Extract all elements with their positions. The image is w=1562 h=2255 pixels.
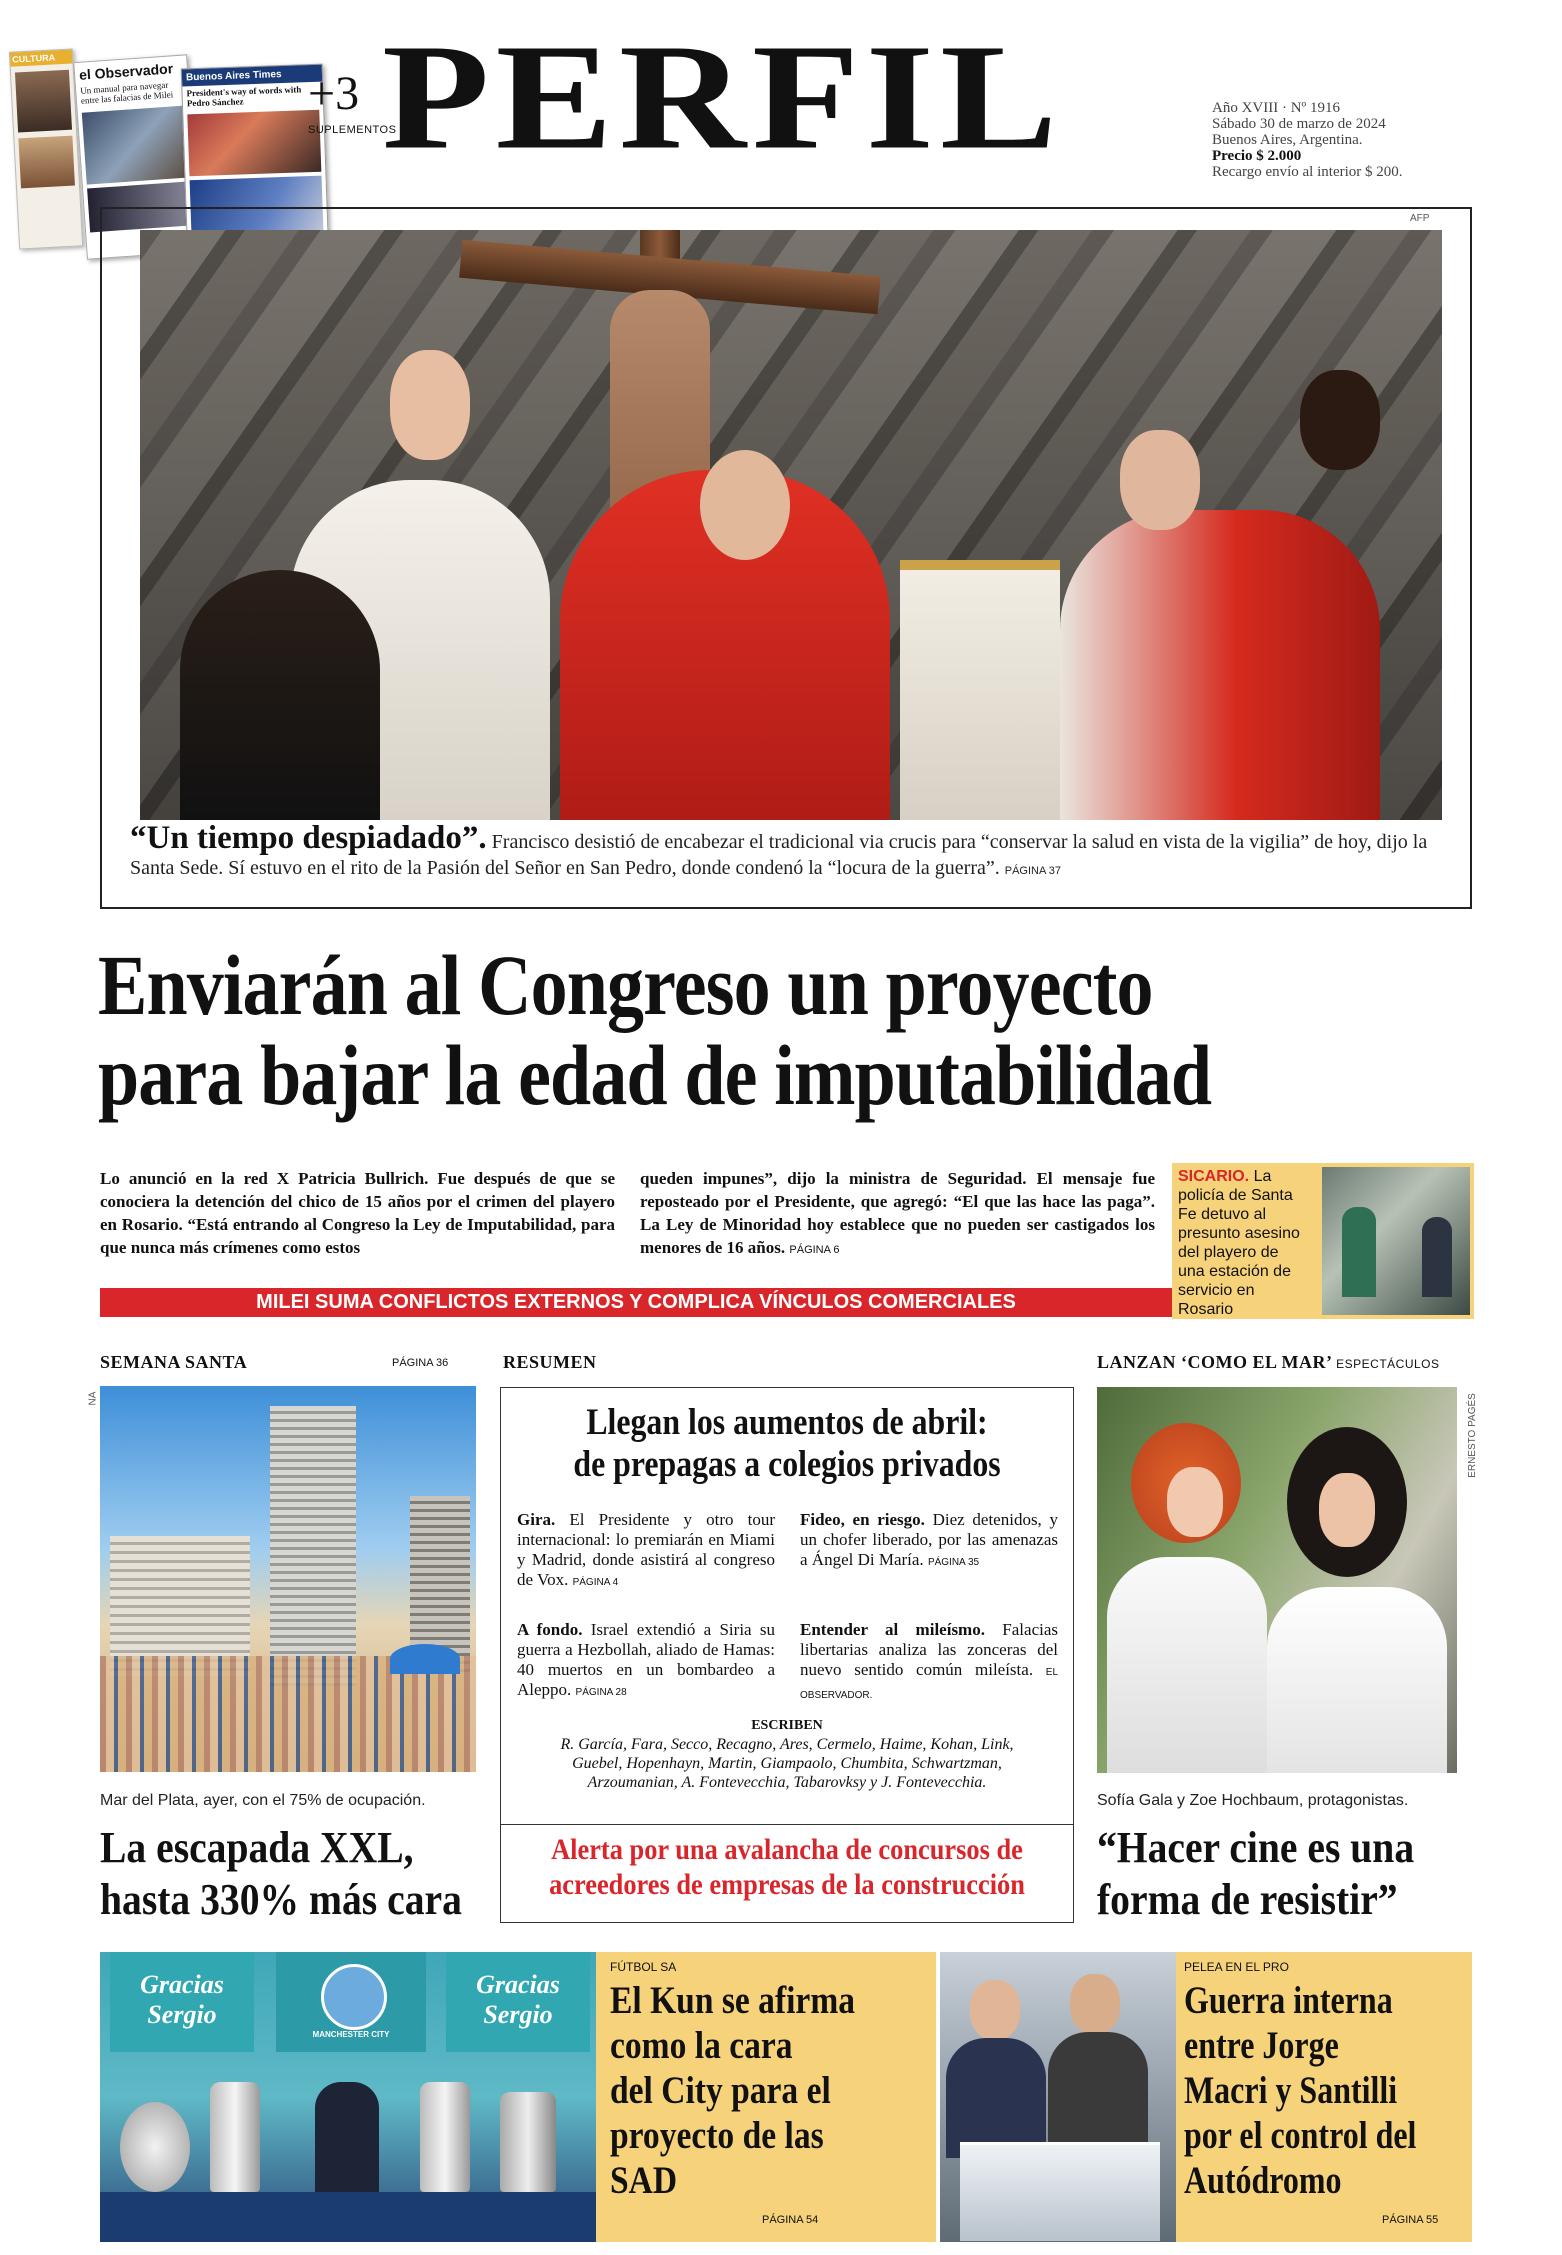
issue-city: Buenos Aires, Argentina. xyxy=(1212,132,1363,148)
resumen-alert-line2: acreedores de empresas de la construcción xyxy=(549,1868,1025,1901)
priest-left-head xyxy=(390,350,470,460)
supplement-el-observador-photo xyxy=(82,105,191,184)
macri-head xyxy=(970,1980,1020,2040)
resumen-item-text: El Presidente y otro tour internacional: lo premiarán en Miami y Madrid, donde asistirá al congreso de Vox. xyxy=(517,1510,775,1589)
resumen-item-text: Diez detenidos, y un chofer liberado, por las amenazas a Ángel Di María. xyxy=(800,1510,1058,1569)
resumen-headline[interactable] xyxy=(500,1402,1074,1486)
espectaculos-section-title: LANZAN ‘COMO EL MAR’ xyxy=(1097,1352,1332,1372)
resumen-writers: R. García, Fara, Secco, Recagno, Ares, Cermelo, Haime, Kohan, Link, Guebel, Hopenhayn, Martin, Giampaolo, Chumbita, Schwartzman, Arzoumanian, A. Fontevecchia, Tabarovksy y J. Fontevecchia. xyxy=(560,1736,1014,1791)
sicario-photo-figure xyxy=(1342,1207,1376,1297)
resumen-alert-rule xyxy=(500,1824,1074,1825)
resumen-item-page: PÁGINA 35 xyxy=(927,1557,980,1568)
main-headline-line2: para bajar la edad de imputabilidad xyxy=(98,1027,1212,1123)
pelea-headline-line: Autódromo xyxy=(1184,2159,1342,2202)
resumen-item-lead: Gira. xyxy=(517,1510,556,1529)
main-headline xyxy=(98,937,1498,1123)
supplement-el-observador-headline: Un manual para navegar entre las falacias de Milei xyxy=(79,79,174,106)
sicario-box[interactable] xyxy=(1172,1163,1474,1319)
semana-santa-photo[interactable] xyxy=(100,1386,476,1772)
supplement-el-observador-name: el Observador xyxy=(78,60,174,83)
supplements-count: +3 xyxy=(308,67,360,120)
sicario-text xyxy=(1178,1167,1308,1319)
futbol-headline-line: del City para el xyxy=(610,2069,831,2112)
sofia-face xyxy=(1167,1467,1223,1537)
sicario-photo-figure-2 xyxy=(1422,1217,1452,1297)
sicario-body: La policía de Santa Fe detuvo al presunto asesino del playero de una estación de servicio en Rosario xyxy=(1178,1168,1300,1318)
chair-gold xyxy=(900,560,1060,820)
resumen-item-lead: Fideo, en riesgo. xyxy=(800,1510,925,1529)
espectaculos-credit: ERNESTO PAGÉS xyxy=(1466,1393,1478,1478)
resumen-headline-line1: Llegan los aumentos de abril: xyxy=(586,1402,988,1443)
espectaculos-subsection: ESPECTÁCULOS xyxy=(1336,1357,1440,1371)
semana-santa-credit: NA xyxy=(87,1391,99,1406)
main-body-col2-text: queden impunes”, dijo la ministra de Seguridad. El mensaje fue reposteado por el Presidente, que agregó: “El que las hace las paga”. La Ley de Minoridad hoy establece que no pueden ser castigados los menores de 16 años. xyxy=(640,1169,1155,1257)
priest-right xyxy=(1060,510,1380,820)
resumen-section: RESUMEN xyxy=(503,1352,597,1372)
futbol-page: PÁGINA 54 xyxy=(762,2214,819,2226)
sicario-photo[interactable] xyxy=(1322,1167,1470,1315)
sicario-label: SICARIO. xyxy=(1178,1168,1250,1185)
resumen-alert-line1: Alerta por una avalancha de concursos de xyxy=(551,1833,1023,1866)
issue-date: Sábado 30 de marzo de 2024 xyxy=(1212,116,1386,132)
beach-umbrella xyxy=(390,1644,460,1674)
pelea-headline-line: Guerra interna xyxy=(1184,1979,1393,2022)
lead-caption-text: Francisco desistió de encabezar el tradicional via crucis para “conservar la salud en vista de la vigilia” de hoy, dijo la Santa Sede. Sí estuvo en el rito de la Pasión del Señor en San Pedro, donde condenó la “locura de la guerra”. xyxy=(130,831,1428,879)
pelea-page: PÁGINA 55 xyxy=(1382,2214,1439,2226)
semana-santa-page: PÁGINA 36 xyxy=(392,1357,449,1369)
espectaculos-headline[interactable] xyxy=(1097,1822,1449,1926)
supplement-cultura-photo-2 xyxy=(18,136,75,189)
supplements-label: SUPLEMENTOS xyxy=(308,124,397,136)
resumen-alert[interactable] xyxy=(500,1832,1074,1902)
lead-caption-page: PÁGINA 37 xyxy=(1004,865,1062,877)
resumen-writers-label: ESCRIBEN xyxy=(751,1718,823,1733)
espectaculos-headline-line2: forma de resistir” xyxy=(1097,1875,1398,1924)
resumen-item-page: EL OBSERVADOR. xyxy=(800,1667,1059,1701)
main-headline-line1: Enviarán al Congreso un proyecto xyxy=(98,937,1153,1033)
santilli-head xyxy=(1070,1974,1120,2034)
trophy-1 xyxy=(120,2102,190,2192)
zoe-face xyxy=(1319,1473,1375,1547)
pelea-section: PELEA EN EL PRO xyxy=(1184,1960,1289,1974)
semana-santa-caption: Mar del Plata, ayer, con el 75% de ocupación. xyxy=(100,1792,426,1809)
supplement-cultura[interactable] xyxy=(9,48,83,249)
guard-foreground xyxy=(180,570,380,820)
city-crest xyxy=(321,1964,387,2030)
resumen-headline-line2: de prepagas a colegios privados xyxy=(573,1444,1001,1485)
supplement-cultura-photo xyxy=(15,70,72,133)
masthead-title: PERFIL xyxy=(382,13,1064,182)
resumen-item-mileismo[interactable] xyxy=(800,1620,1058,1706)
futbol-banner-2-text: MANCHESTER CITY xyxy=(312,2030,390,2039)
futbol-banner-1-text: Gracias Sergio xyxy=(140,1970,224,2029)
futbol-section: FÚTBOL SA xyxy=(610,1960,677,1974)
espectaculos-caption: Sofía Gala y Zoe Hochbaum, protagonistas. xyxy=(1097,1792,1409,1809)
resumen-item-fideo[interactable] xyxy=(800,1510,1058,1573)
zoe-shirt xyxy=(1267,1587,1447,1773)
main-body-col2 xyxy=(640,1167,1155,1262)
semana-santa-headline[interactable] xyxy=(100,1822,502,1926)
pelea-box[interactable] xyxy=(1176,1952,1472,2242)
lead-photo-credit: AFP xyxy=(1410,213,1430,224)
issue-surcharge: Recargo envío al interior $ 200. xyxy=(1212,164,1403,180)
trophy-2 xyxy=(210,2082,260,2192)
resumen-item-gira[interactable] xyxy=(517,1510,775,1593)
pope-head xyxy=(700,450,790,560)
main-story-banner: MILEI SUMA CONFLICTOS EXTERNOS Y COMPLICA VÍNCULOS COMERCIALES xyxy=(100,1288,1172,1317)
espectaculos-section xyxy=(1097,1352,1440,1373)
resumen-item-lead: A fondo. xyxy=(517,1620,583,1639)
trophy-3 xyxy=(420,2082,470,2192)
futbol-headline-line: proyecto de las xyxy=(610,2114,824,2157)
main-story-page: PÁGINA 6 xyxy=(789,1244,840,1256)
autodromo-model xyxy=(960,2142,1160,2241)
resumen-item-lead: Entender al mileísmo. xyxy=(800,1620,985,1639)
futbol-box[interactable] xyxy=(596,1952,936,2242)
futbol-headline-line: El Kun se afirma xyxy=(610,1979,856,2022)
resumen-item-text: Israel extendió a Siria su guerra a Hezbollah, aliado de Hamas: 40 muertos en un bombardeo a Aleppo. xyxy=(517,1620,776,1699)
futbol-banner-3-text: Gracias Sergio xyxy=(476,1970,560,2029)
futbol-photo[interactable] xyxy=(100,1952,596,2242)
pelea-headline xyxy=(1184,1978,1467,2203)
supplement-cultura-tab: CULTURA xyxy=(10,50,73,67)
issue-price: Precio $ 2.000 xyxy=(1212,148,1302,164)
pelea-headline-line: por el control del xyxy=(1184,2114,1417,2157)
tower-building xyxy=(270,1406,356,1686)
futbol-headline-line: SAD xyxy=(610,2159,678,2202)
semana-santa-section: SEMANA SANTA xyxy=(100,1352,248,1372)
sofia-dress xyxy=(1107,1557,1267,1773)
supplement-bat-name: Buenos Aires Times xyxy=(182,65,323,87)
semana-santa-headline-line1: La escapada XXL, xyxy=(100,1823,414,1872)
masthead-info xyxy=(1212,100,1403,180)
issue-number: Año XVIII · Nº 1916 xyxy=(1212,100,1340,116)
pelea-photo[interactable] xyxy=(940,1952,1176,2242)
resumen-item-text: Falacias libertarias analiza las zonceras del nuevo sentido común mileísta. xyxy=(800,1620,1058,1679)
supplement-bat-photo xyxy=(187,110,321,177)
pelea-headline-line: Macri y Santilli xyxy=(1184,2069,1398,2112)
espectaculos-photo[interactable] xyxy=(1097,1387,1457,1773)
santilli-body xyxy=(1048,2032,1148,2152)
resumen-item-page: PÁGINA 4 xyxy=(572,1577,619,1588)
lead-photo-caption xyxy=(130,820,1450,884)
semana-santa-headline-line2: hasta 330% más cara xyxy=(100,1875,462,1924)
futbol-banner-2 xyxy=(276,1952,426,2052)
trophy-4 xyxy=(500,2092,556,2192)
resumen-item-a-fondo[interactable] xyxy=(517,1620,775,1703)
main-body-col1: Lo anunció en la red X Patricia Bullrich. Fue después de que se conociera la detención del chico de 15 años por el crimen del playero en Rosario. “Está entrando al Congreso la Ley de Imputabilidad, para que nunca más crímenes como estos xyxy=(100,1169,615,1257)
resumen-item-page: PÁGINA 28 xyxy=(575,1687,627,1698)
futbol-headline-line: como la cara xyxy=(610,2024,793,2067)
priest-right-head xyxy=(1120,430,1200,530)
lead-caption-title: “Un tiempo despiadado”. xyxy=(130,820,487,856)
deacon-right-head xyxy=(1300,370,1380,470)
supplement-bat-headline: President's way of words with Pedro Sánchez xyxy=(186,84,302,109)
lead-photo[interactable] xyxy=(140,230,1442,820)
espectaculos-headline-line1: “Hacer cine es una xyxy=(1097,1823,1415,1872)
futbol-banner-3 xyxy=(446,1952,590,2052)
tower-building-3 xyxy=(110,1536,250,1676)
macri-body xyxy=(946,2038,1046,2158)
futbol-banner-1 xyxy=(110,1952,254,2052)
pelea-headline-line: entre Jorge xyxy=(1184,2024,1339,2067)
trophy-pedestals xyxy=(100,2192,596,2242)
futbol-headline xyxy=(610,1978,895,2203)
